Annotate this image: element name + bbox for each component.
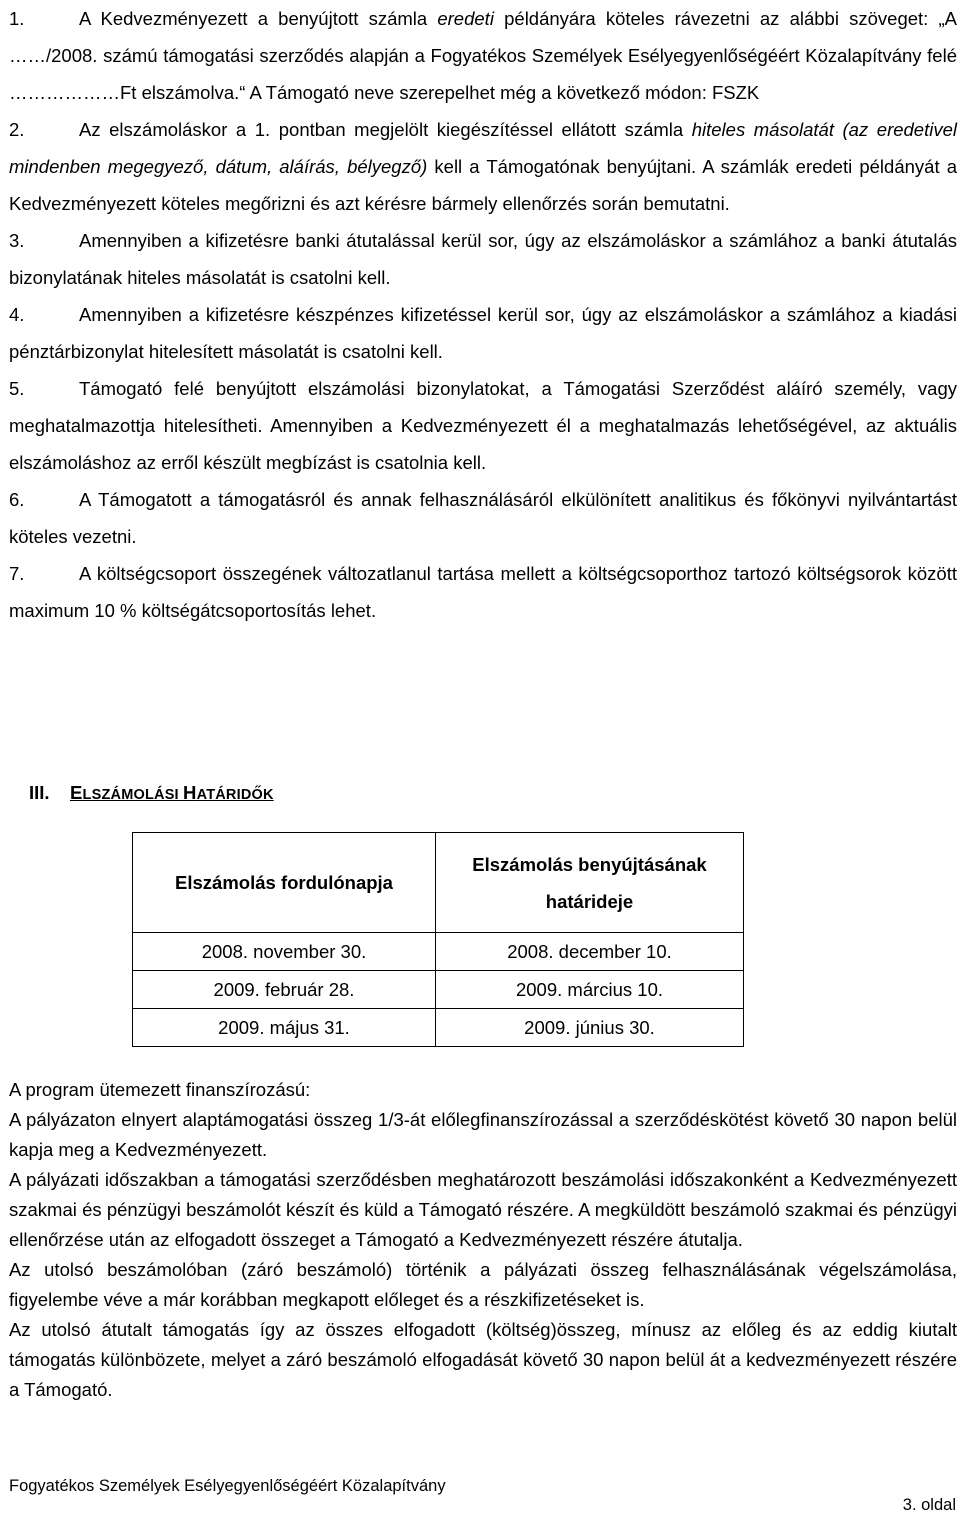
table-cell: 2009. február 28. [133,971,436,1009]
table-row [133,971,744,1009]
table-header: Elszámolás fordulónapja [133,833,436,933]
table-cell: 2009. június 30. [436,1009,744,1047]
list-item-1: 1. A Kedvezményezett a benyújtott számla eredeti példányára köteles rávezetni az alábbi szöveget: „A ……/2008. számú támogatási szerződés alapján a Fogyatékos Személyek Esélyegyenlőségéért Közalapítvány felé ………………Ft elszámolva.“ A Támogató neve szerepelhet még a következő módon: FSZK [9,0,957,111]
table-cell: 2008. december 10. [436,933,744,971]
table-row [133,1009,744,1047]
page-number: 3. oldal [902,1496,956,1514]
list-item-3: 3. Amennyiben a kifizetésre banki átutalással kerül sor, úgy az elszámoláskor a számlához a banki átutalás bizonylatának hiteles másolatát is csatolni kell. [9,222,957,296]
item-number: 4. [9,304,25,325]
paragraph: A program ütemezett finanszírozású: [9,1079,311,1100]
item-number: 2. [9,119,25,140]
section-title: ELSZÁMOLÁSI HATÁRIDŐK [70,782,274,803]
section-heading [29,782,274,804]
footer-organization: Fogyatékos Személyek Esélyegyenlőségéért Közalapítvány [9,1477,446,1495]
item-number: 1. [9,8,25,29]
item-number: 6. [9,489,25,510]
table-row [133,933,744,971]
item-number: 7. [9,563,25,584]
list-item-2: 2. Az elszámoláskor a 1. pontban megjelölt kiegészítéssel ellátott számla hiteles másolatát (az eredetivel mindenben megegyező, dátum, aláírás, bélyegző) kell a Támogatónak benyújtani. A számlák eredeti példányát a Kedvezményezett köteles megőrizni és azt kérésre bármely ellenőrzés során bemutatni. [9,111,957,222]
numbered-list [9,0,957,629]
table-cell: 2008. november 30. [133,933,436,971]
item-number: 5. [9,378,25,399]
financing-text [9,1075,957,1405]
paragraph: Az utolsó beszámolóban (záró beszámoló) történik a pályázati összeg felhasználásának végelszámolása, figyelembe véve a már korábban megkapott előleget és a részkifizetéseket is. [9,1259,957,1310]
list-item-5: 5. Támogató felé benyújtott elszámolási bizonylatokat, a Támogatási Szerződést aláíró személy, vagy meghatalmazottja hitelesítheti. Amennyiben a Kedvezményezett él a meghatalmazás lehetőségével, az aktuális elszámoláshoz az erről készült megbízást is csatolnia kell. [9,370,957,481]
table-cell: 2009. március 10. [436,971,744,1009]
list-item-6: 6. A Támogatott a támogatásról és annak felhasználásáról elkülönített analitikus és főkönyvi nyilvántartást köteles vezetni. [9,481,957,555]
list-item-4: 4. Amennyiben a kifizetésre készpénzes kifizetéssel kerül sor, úgy az elszámoláskor a számlához a kiadási pénztárbizonylat hitelesített másolatát is csatolni kell. [9,296,957,370]
deadlines-table [132,832,744,1047]
list-item-7: 7. A költségcsoport összegének változatlanul tartása mellett a költségcsoporthoz tartozó költségsorok között maximum 10 % költségátcsoportosítás lehet. [9,555,957,629]
table-header-row [133,833,744,933]
paragraph: A pályázati időszakban a támogatási szerződésben meghatározott beszámolási időszakonként a Kedvezményezett szakmai és pénzügyi beszámolót készít és küld a Támogató részére. A megküldött beszámoló szakmai és pénzügyi ellenőrzése után az elfogadott összeget a Támogató a Kedvezményezett részére átutalja. [9,1169,957,1250]
paragraph: A pályázaton elnyert alaptámogatási összeg 1/3-át előlegfinanszírozással a szerződéskötést követő 30 napon belül kapja meg a Kedvezményezett. [9,1109,957,1160]
table-header: Elszámolás benyújtásának határideje [436,833,744,933]
table-cell: 2009. május 31. [133,1009,436,1047]
section-number: III. [29,782,50,803]
paragraph: Az utolsó átutalt támogatás így az összes elfogadott (költség)összeg, mínusz az előleg és az eddig kiutalt támogatás különbözete, melyet a záró beszámoló elfogadását követő 30 napon belül át a kedvezményezett részére a Támogató. [9,1319,957,1400]
item-number: 3. [9,230,25,251]
